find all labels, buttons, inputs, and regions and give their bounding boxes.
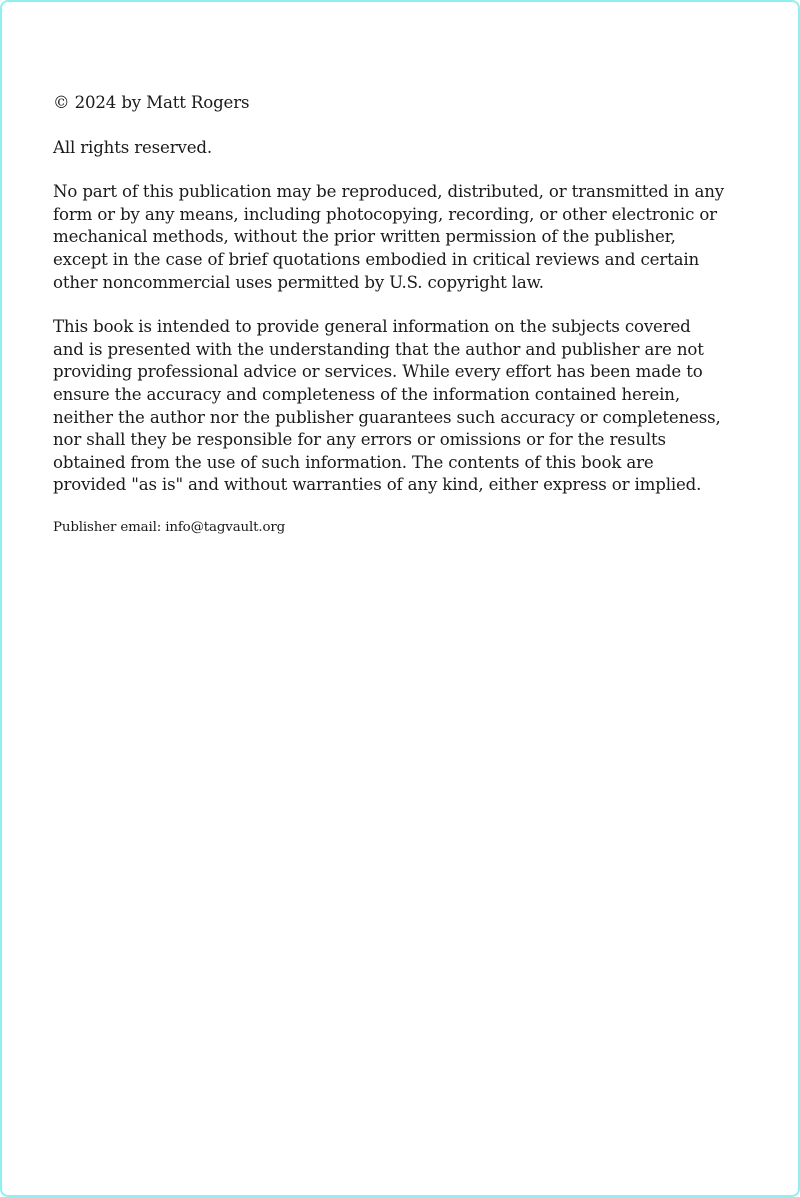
reproduction-paragraph: No part of this publication may be reproduced, distributed, or transmitted in any form or by any means, including photocopying, recording, or other electronic or mechanical methods, without the prior written permission of the publisher, except in the case of brief quotations embodied in critical reviews and certain other noncommercial uses permitted by U.S. copyright law. <box>53 182 724 292</box>
disclaimer-paragraph: This book is intended to provide general information on the subjects covered and is presented with the understanding that the author and publisher are not providing professional advice or services. While every effort has been made to ensure the accuracy and completeness of the information contained herein, neither the author nor the publisher guarantees such accuracy or completeness, nor shall they be responsible for any errors or omissions or for the results obtained from the use of such information. The contents of this book are provided "as is" and without warranties of any kind, either express or implied. <box>53 317 721 495</box>
copyright-content <box>53 92 725 559</box>
rights-reserved: All rights reserved. <box>53 137 212 157</box>
copyright-notice: © 2024 by Matt Rogers <box>53 93 250 112</box>
publisher-email: Publisher email: info@tagvault.org <box>53 519 286 535</box>
